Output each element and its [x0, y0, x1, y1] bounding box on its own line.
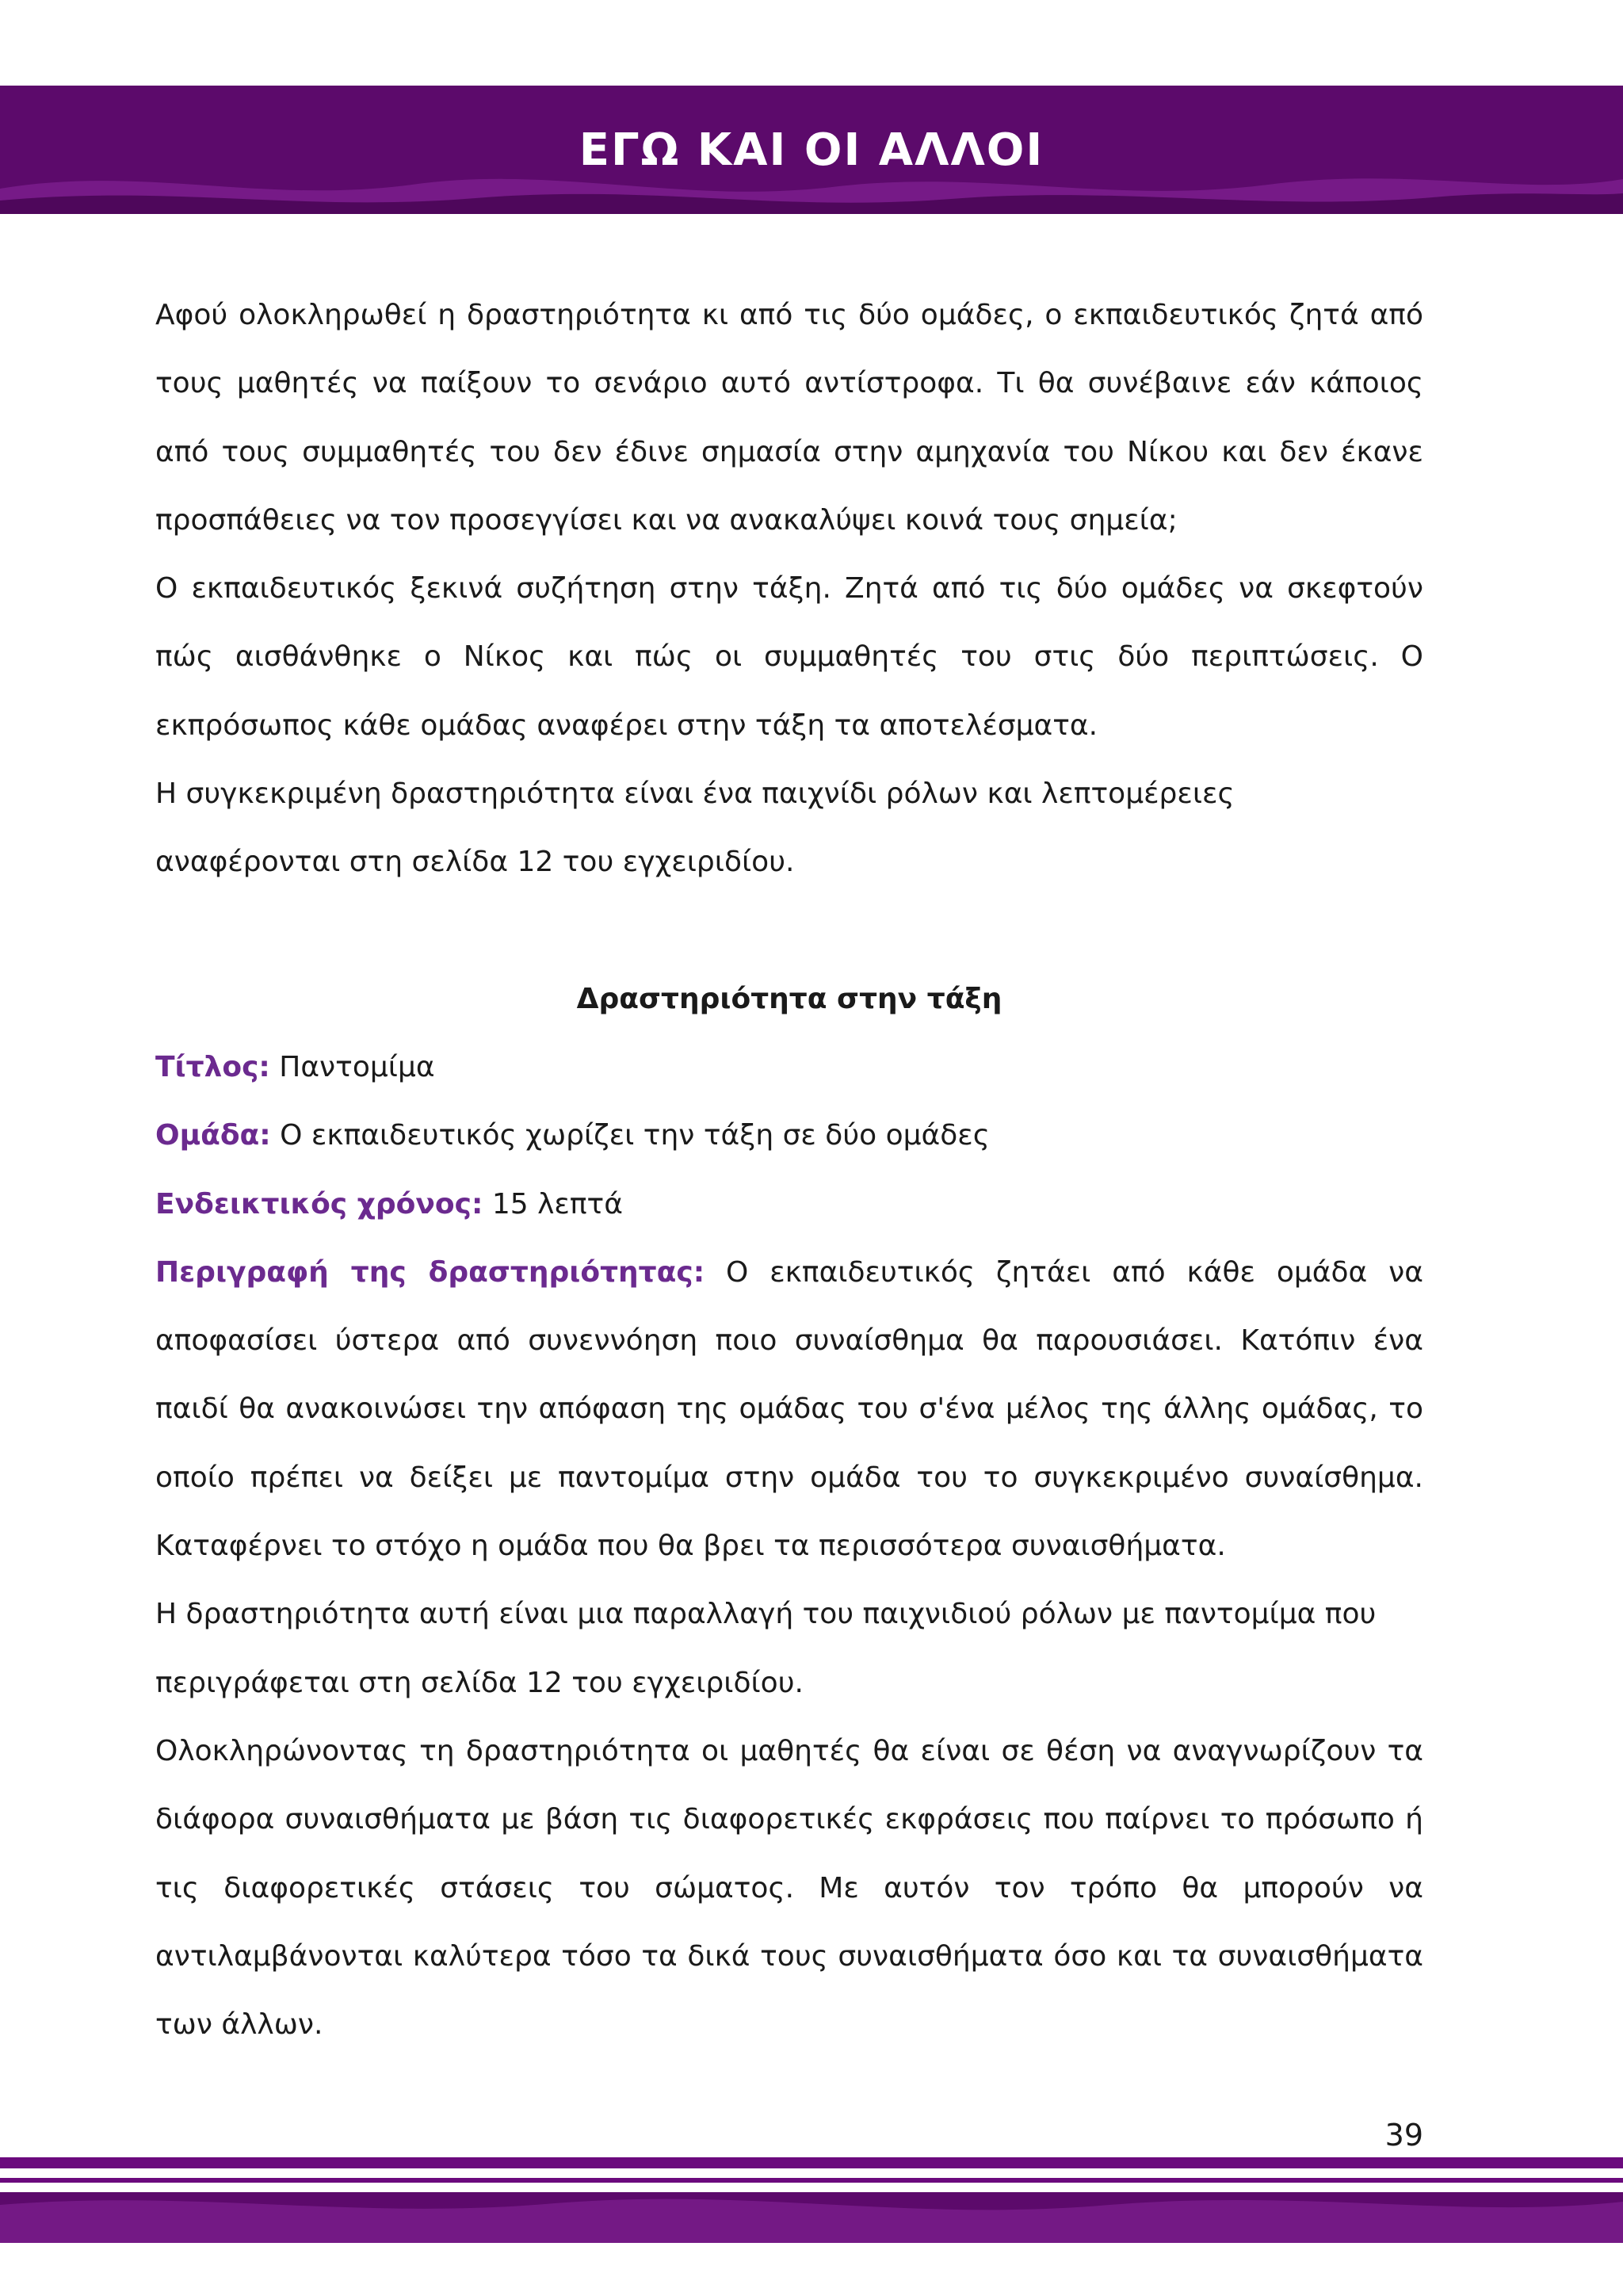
page-title: ΕΓΩ ΚΑΙ ΟΙ ΑΛΛΟΙ — [579, 124, 1044, 176]
page-number: 39 — [1384, 2118, 1423, 2153]
intro-paragraph-2: Ο εκπαιδευτικός ξεκινά συζήτηση στην τάξη. Ζητά από τις δύο ομάδες να σκεφτούν πώς αισθάνθηκε ο Νίκος και πώς οι συμμαθητές του στις δύο περιπτώσεις. Ο εκπρόσωπος κάθε ομάδας αναφέρει στην τάξη τα αποτελέσματα. — [155, 572, 1423, 742]
field-title-label: Τίτλος: — [155, 1050, 270, 1083]
field-time — [155, 1171, 1423, 1239]
page-content — [155, 281, 1423, 2059]
field-title — [155, 1033, 1423, 1102]
footer-banner — [0, 2157, 1623, 2296]
field-group-label: Ομάδα: — [155, 1119, 271, 1152]
field-description-value: Ο εκπαιδευτικός ζητάει από κάθε ομάδα να αποφασίσει ύστερα από συνεννόηση ποιο συναίσθημα θα παρουσιάσει. Κατόπιν ένα παιδί θα ανακοινώσει την απόφαση της ομάδας του σ'ένα μέλος της άλλης ομάδας, το οποίο πρέπει να δείξει με παντομίμα στην ομάδα του το συγκεκριμένο συναίσθημα. Καταφέρνει το στόχο η ομάδα που θα βρει τα περισσότερα συναισθήματα. — [155, 1255, 1423, 1563]
field-group-value: Ο εκπαιδευτικός χωρίζει την τάξη σε δύο ομάδες — [270, 1119, 990, 1152]
field-title-value: Παντομίμα — [269, 1050, 435, 1083]
intro-paragraph-3: Η συγκεκριμένη δραστηριότητα είναι ένα παιχνίδι ρόλων και λεπτομέρειες αναφέρονται στη σελίδα 12 του εγχειριδίου. — [155, 777, 1235, 879]
field-description — [155, 1239, 1423, 1580]
page-top-margin — [0, 0, 1623, 86]
field-time-value: 15 λεπτά — [483, 1187, 623, 1221]
field-time-label: Ενδεικτικός χρόνος: — [155, 1187, 483, 1221]
intro-paragraph-1: Αφού ολοκληρωθεί η δραστηριότητα κι από τις δύο ομάδες, ο εκπαιδευτικός ζητά από τους μαθητές να παίξουν το σενάριο αυτό αντίστροφα. Τι θα συνέβαινε εάν κάποιος από τους συμμαθητές του δεν έδινε σημασία στην αμηχανία του Νίκου και δεν έκανε προσπάθειες να τον προσεγγίσει και να ανακαλύψει κοινά τους σημεία; — [155, 299, 1423, 537]
field-group — [155, 1102, 1423, 1170]
field-description-label: Περιγραφή της δραστηριότητας: — [155, 1255, 705, 1289]
closing-paragraph-2: Ολοκληρώνοντας τη δραστηριότητα οι μαθητές θα είναι σε θέση να αναγνωρίζουν τα διάφορα συναισθήματα με βάση τις διαφορετικές εκφράσεις που παίρνει το πρόσωπο ή τις διαφορετικές στάσεις του σώματος. Με αυτόν τον τρόπο θα μπορούν να αντιλαμβάνονται καλύτερα τόσο τα δικά τους συναισθήματα όσο και τα συναισθήματα των άλλων. — [155, 1734, 1423, 2042]
section-heading: Δραστηριότητα στην τάξη — [576, 982, 1002, 1015]
closing-paragraph-1: Η δραστηριότητα αυτή είναι μια παραλλαγή του παιχνιδιού ρόλων με παντομίμα που περιγράφεται στη σελίδα 12 του εγχειριδίου. — [155, 1598, 1377, 1699]
